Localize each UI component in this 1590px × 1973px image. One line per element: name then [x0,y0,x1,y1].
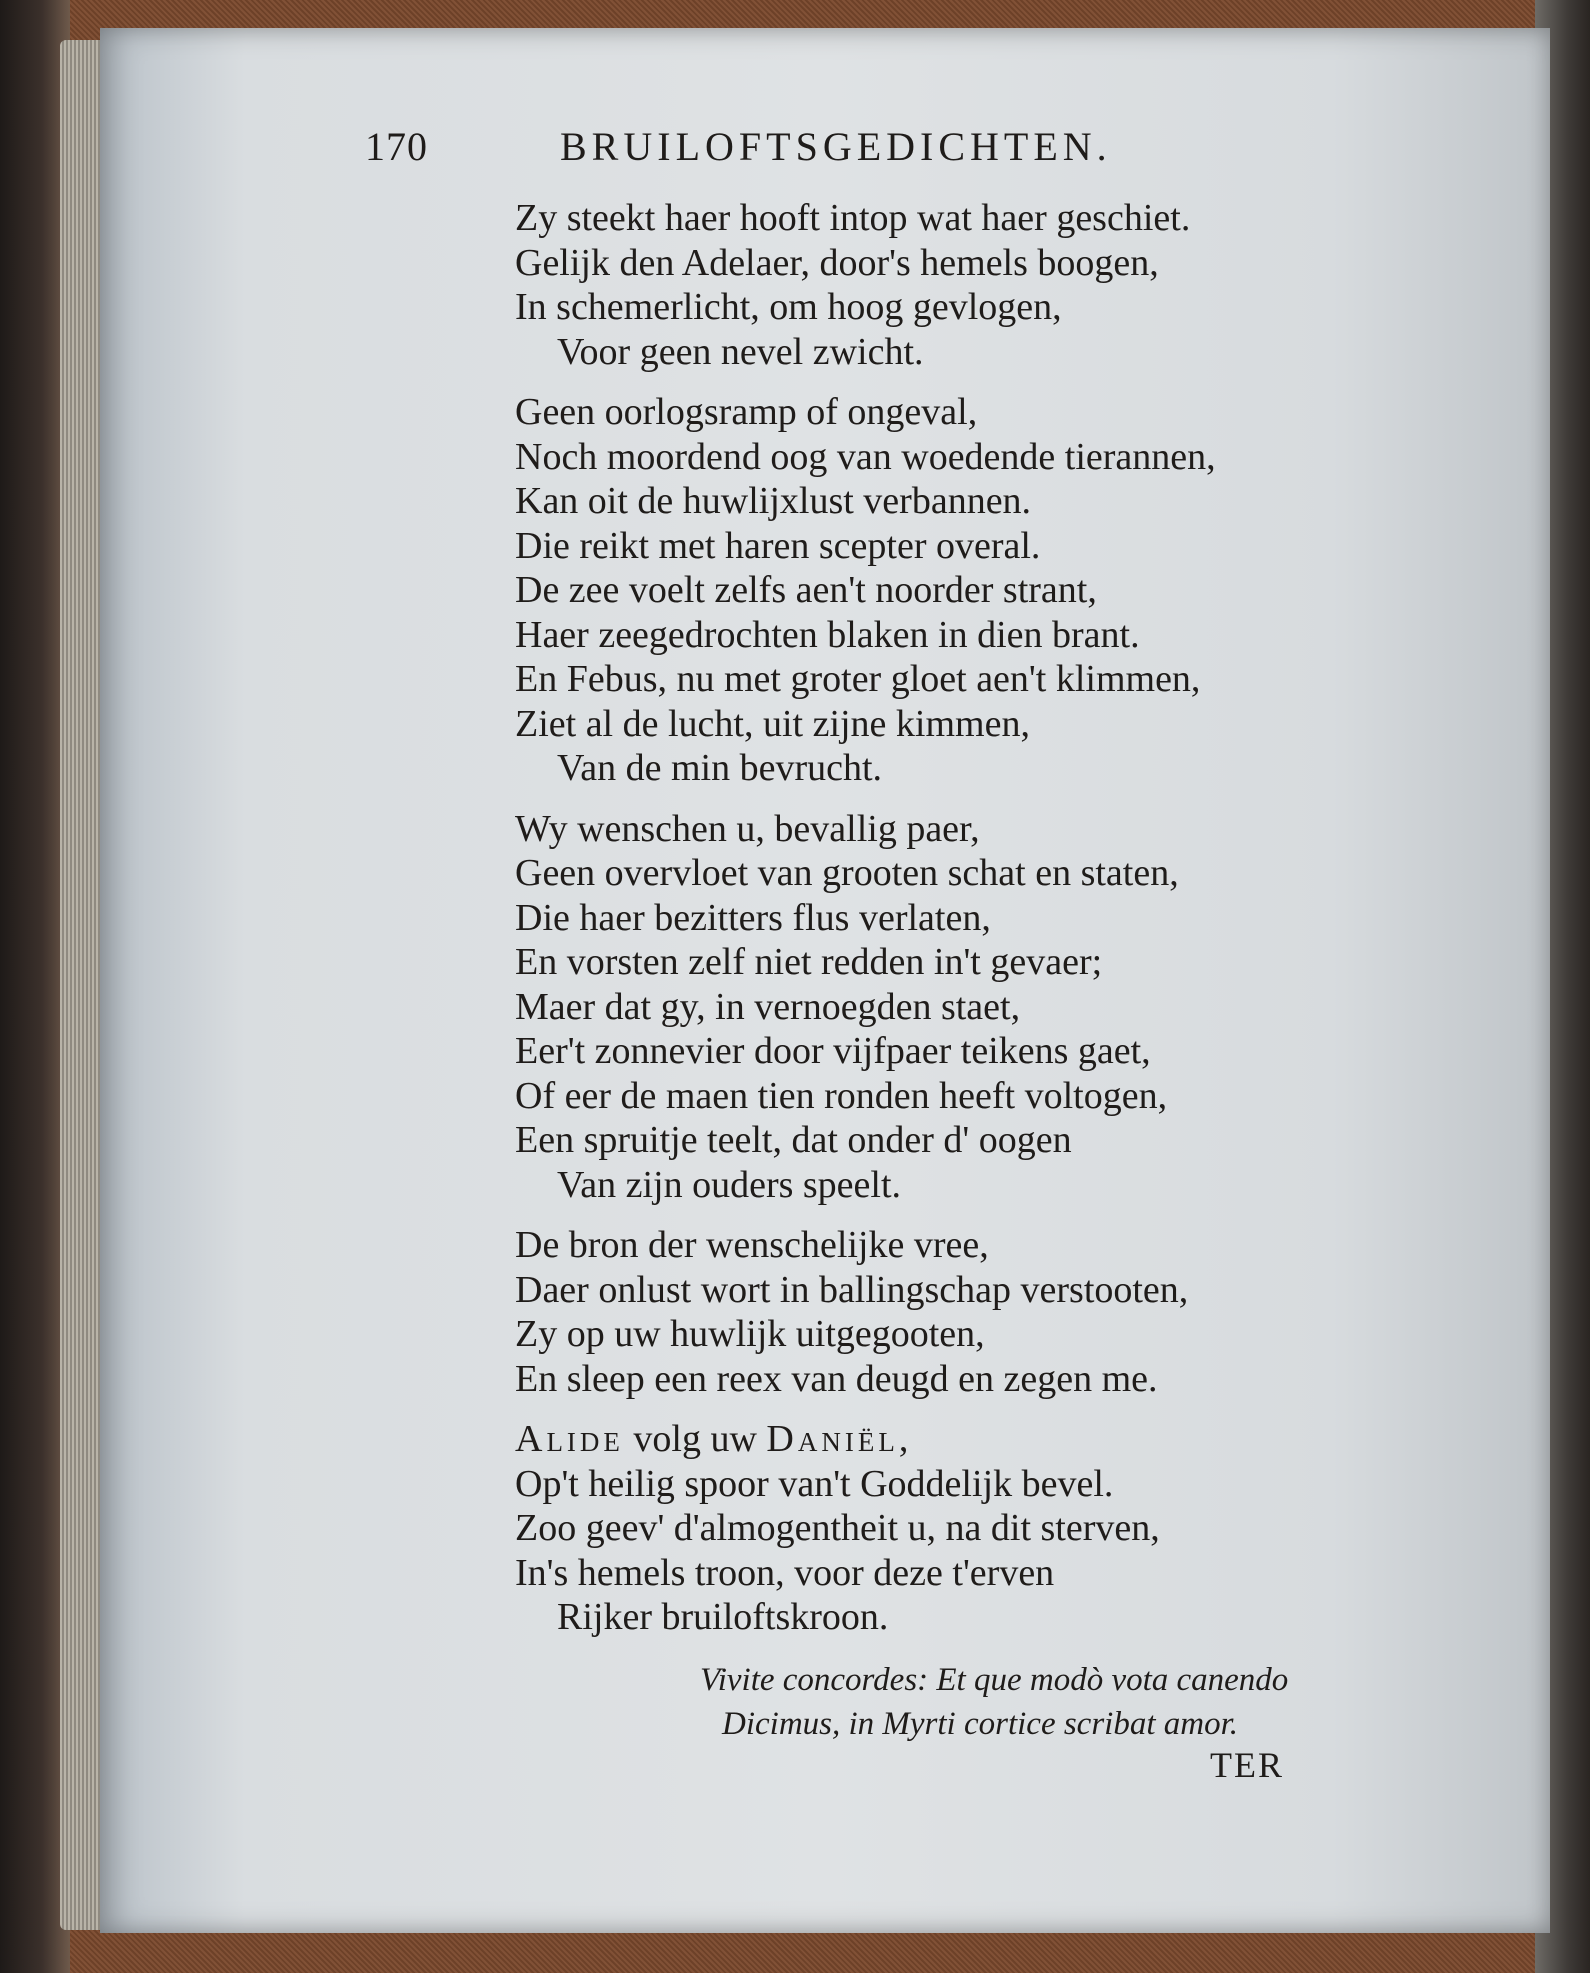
poem-line: Maer dat gy, in vernoegden staet, [515,985,1021,1028]
stanza-1 [515,196,1515,374]
poem-line: Zy op uw huwlijk uitgegooten, [515,1313,985,1355]
poem-line: De bron der wenschelijke vree, [515,1224,989,1266]
poem-line: De zee voelt zelfs aen't noorder strant, [515,569,1097,611]
poem-line: Van zijn ouders speelt. [557,1163,902,1206]
poem-line: Voor geen nevel zwicht. [557,330,924,373]
stanza-final [515,1417,1515,1640]
dedication-end: , [898,1418,909,1460]
poem-line: Zoo geev' d'almogentheit u, na dit sterven, [515,1507,1160,1549]
page-number: 170 [365,124,428,169]
poem-line-dedication [515,1417,1515,1462]
poem-line: En vorsten zelf niet redden in't gevaer; [515,941,1103,983]
poem-line: Of eer de maen tien ronden heeft voltogen, [515,1074,1168,1117]
page-header [365,123,1395,193]
poem-line: Noch moordend oog van woedende tierannen, [515,435,1216,478]
poem [515,196,1515,1656]
poem-line: Geen oorlogsramp of ongeval, [515,391,978,433]
poem-line: Kan oit de huwlijxlust verbannen. [515,480,1032,522]
motto-line-1: Vivite concordes: Et que modò vota canendo [700,1662,1289,1698]
latin-motto [700,1658,1320,1746]
catchword: TER [1210,1745,1284,1785]
poem-line: Geen overvloet van grooten schat en staten, [515,852,1179,894]
book-page [100,28,1550,1933]
stanza-3 [515,807,1515,1208]
poem-line: Haer zeegedrochten blaken in dien brant. [515,613,1140,656]
stanza-4 [515,1223,1515,1401]
poem-line: In's hemels troon, voor deze t'erven [515,1551,1055,1594]
poem-line: Gelijk den Adelaer, door's hemels boogen, [515,241,1159,284]
name-daniel: Daniël [766,1418,899,1460]
poem-line: Op't heilig spoor van't Goddelijk bevel. [515,1462,1114,1505]
poem-line: Die reikt met haren scepter overal. [515,524,1041,567]
poem-line: Van de min bevrucht. [557,747,883,789]
name-alide: Alide [515,1418,624,1460]
final-lines [515,1462,1515,1640]
poem-line: Daer onlust wort in ballingschap verstooten, [515,1268,1189,1311]
poem-stanzas [515,196,1515,1401]
poem-line: Eer't zonnevier door vijfpaer teikens gaet, [515,1030,1151,1072]
poem-line: Een spruitje teelt, dat onder d' oogen [515,1119,1072,1161]
poem-line: Wy wenschen u, bevallig paer, [515,807,980,850]
poem-line: Ziet al de lucht, uit zijne kimmen, [515,702,1030,745]
poem-line: Rijker bruiloftskroon. [557,1596,889,1638]
stanza-2 [515,390,1515,791]
poem-line: En Febus, nu met groter gloet aen't klimmen, [515,658,1201,700]
poem-line: En sleep een reex van deugd en zegen me. [515,1357,1158,1400]
running-head: BRUILOFTSGEDICHTEN. [560,124,1112,169]
motto-line-2: Dicimus, in Myrti cortice scribat amor. [722,1706,1239,1742]
poem-line: Die haer bezitters flus verlaten, [515,896,991,939]
poem-line: Zy steekt haer hooft intop wat haer geschiet. [515,197,1191,239]
dedication-middle: volg uw [623,1418,767,1460]
poem-line: In schemerlicht, om hoog gevlogen, [515,286,1062,328]
